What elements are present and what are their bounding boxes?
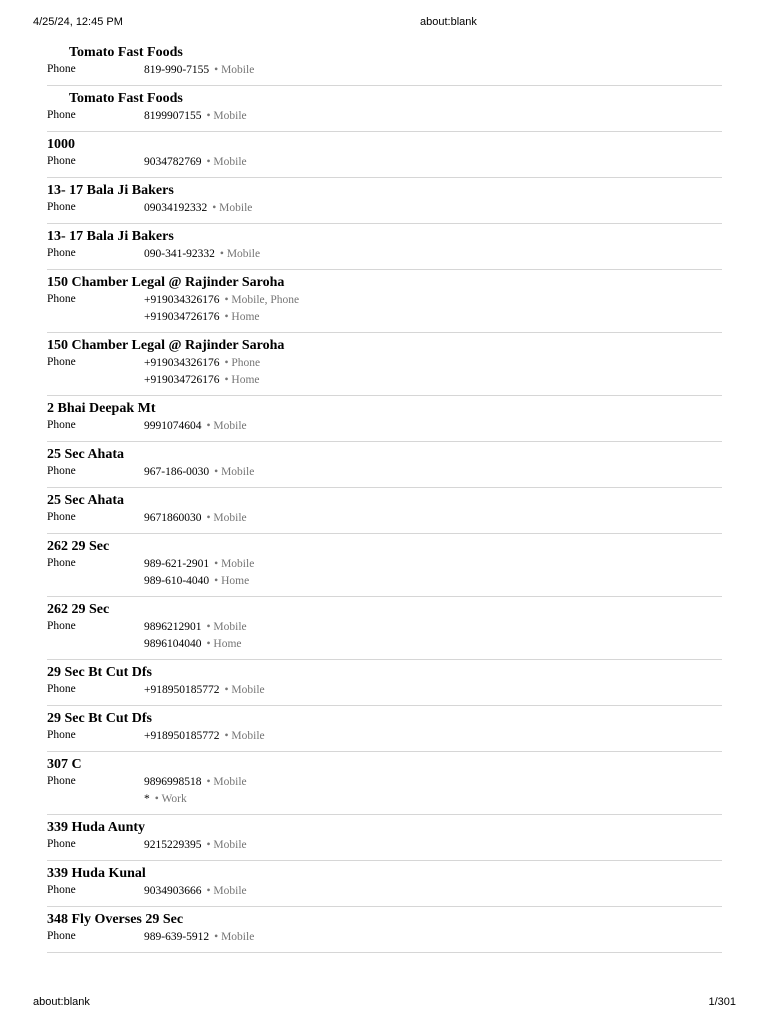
phone-type: • Home [206,638,242,650]
phone-row [47,619,722,653]
contact-entry [47,907,722,953]
contact-name: 2 Bhai Deepak Mt [47,401,156,416]
contact-entry [47,597,722,660]
phone-values [144,292,299,326]
phone-number: 9034903666 [144,885,202,897]
phone-label: Phone [47,419,76,431]
phone-values [144,200,252,217]
contact-name: 339 Huda Aunty [47,820,146,835]
print-url: about:blank [420,16,477,28]
phone-type: • Mobile [219,248,261,260]
phone-label: Phone [47,511,76,523]
phone-type: • Mobile [214,466,255,478]
phone-values [144,510,247,527]
contact-entry [47,752,722,815]
phone-values [144,728,265,745]
phone-type: • Mobile [206,839,247,851]
phone-label: Phone [47,884,76,896]
phone-entry [144,246,260,263]
phone-label: Phone [47,930,76,942]
contact-name: 307 C [47,757,82,772]
contact-entry [47,333,722,396]
contact-entry [47,861,722,907]
phone-row [47,154,722,171]
phone-number: 8199907155 [144,110,202,122]
phone-row [47,464,722,481]
phone-row [47,292,722,326]
contact-name: 13- 17 Bala Ji Bakers [47,183,174,198]
phone-type: • Mobile [224,730,265,742]
contact-entry [47,442,722,488]
page-number: 1/301 [708,996,736,1008]
phone-type: • Mobile [206,885,247,897]
contact-entry [47,132,722,178]
phone-type: • Mobile [206,776,247,788]
contact-name: 348 Fly Overses 29 Sec [47,912,184,927]
phone-number: +919034726176 [144,374,220,386]
contact-name: 262 29 Sec [47,539,110,554]
phone-entry [144,464,254,481]
print-header [0,16,768,32]
phone-entry [144,791,247,808]
contact-entry [47,706,722,752]
phone-label: Phone [47,465,76,477]
phone-row [47,355,722,389]
phone-number: +919034726176 [144,311,220,323]
phone-type: • Mobile [224,684,265,696]
phone-row [47,418,722,435]
phone-row [47,728,722,745]
phone-label: Phone [47,620,76,632]
phone-label: Phone [47,356,76,368]
phone-number: 9896998518 [144,776,202,788]
phone-label: Phone [47,201,76,213]
contact-name: 1000 [47,137,75,152]
phone-row [47,682,722,699]
phone-label: Phone [47,247,76,259]
phone-entry [144,573,254,590]
phone-entry [144,355,260,372]
phone-entry [144,774,247,791]
phone-values [144,246,260,263]
phone-entry [144,728,265,745]
contact-name: Tomato Fast Foods [69,91,183,106]
phone-entry [144,62,254,79]
contact-name: 25 Sec Ahata [47,493,124,508]
phone-number: 989-621-2901 [144,558,210,570]
phone-row [47,774,722,808]
contact-entry [47,396,722,442]
phone-entry [144,636,247,653]
phone-label: Phone [47,155,76,167]
contact-name: 150 Chamber Legal @ Rajinder Saroha [47,275,285,290]
phone-number: 9671860030 [144,512,202,524]
phone-type: • Mobile [214,558,255,570]
phone-values [144,355,260,389]
phone-label: Phone [47,838,76,850]
phone-values [144,418,247,435]
phone-row [47,108,722,125]
phone-number: +918950185772 [144,684,220,696]
phone-label: Phone [47,63,76,75]
phone-values [144,108,247,125]
phone-entry [144,510,247,527]
phone-row [47,510,722,527]
phone-type: • Home [224,374,260,386]
phone-label: Phone [47,775,76,787]
contact-name: 29 Sec Bt Cut Dfs [47,711,152,726]
phone-number: +919034326176 [144,357,220,369]
phone-values [144,556,254,590]
phone-row [47,246,722,263]
phone-values [144,929,254,946]
contact-entry [47,270,722,333]
contact-name: 13- 17 Bala Ji Bakers [47,229,174,244]
phone-type: • Home [214,575,250,587]
phone-values [144,619,247,653]
phone-entry [144,154,247,171]
phone-entry [144,418,247,435]
contact-entry [47,178,722,224]
phone-number: 989-610-4040 [144,575,210,587]
phone-row [47,883,722,900]
contact-entry [47,224,722,270]
phone-type: • Mobile [206,512,247,524]
contact-name: 25 Sec Ahata [47,447,124,462]
phone-values [144,464,254,481]
phone-entry [144,837,247,854]
phone-values [144,154,247,171]
contact-entry [47,488,722,534]
phone-entry [144,108,247,125]
phone-type: • Mobile [206,156,247,168]
phone-number: 819-990-7155 [144,64,210,76]
phone-entry [144,292,299,309]
phone-label: Phone [47,557,76,569]
print-footer [0,996,768,1012]
phone-type: • Mobile [206,110,247,122]
phone-entry [144,556,254,573]
phone-number: 989-639-5912 [144,931,210,943]
phone-number: 9215229395 [144,839,202,851]
contact-name: 339 Huda Kunal [47,866,146,881]
phone-label: Phone [47,729,76,741]
phone-type: • Mobile, Phone [224,294,300,306]
print-datetime: 4/25/24, 12:45 PM [33,16,123,28]
phone-entry [144,619,247,636]
phone-number: 9991074604 [144,420,202,432]
phone-number: 9896212901 [144,621,202,633]
phone-entry [144,682,265,699]
phone-type: • Mobile [214,931,255,943]
phone-type: • Mobile [206,420,247,432]
phone-type: • Phone [224,357,261,369]
phone-row [47,200,722,217]
phone-values [144,774,247,808]
phone-values [144,883,247,900]
phone-row [47,62,722,79]
phone-entry [144,883,247,900]
contact-entry [47,534,722,597]
phone-number: 09034192332 [144,202,208,214]
contact-entry [47,660,722,706]
contact-name: 150 Chamber Legal @ Rajinder Saroha [47,338,285,353]
phone-row [47,929,722,946]
phone-number: 9034782769 [144,156,202,168]
phone-number: 9896104040 [144,638,202,650]
phone-type: • Home [224,311,260,323]
contact-entry [47,86,722,132]
contact-entry [47,40,722,86]
phone-entry [144,309,299,326]
phone-type: • Mobile [214,64,255,76]
phone-label: Phone [47,109,76,121]
footer-url: about:blank [33,996,90,1008]
phone-entry [144,200,252,217]
phone-row [47,556,722,590]
phone-number: +919034326176 [144,294,220,306]
contact-entry [47,815,722,861]
phone-type: • Work [154,793,187,805]
phone-number: +918950185772 [144,730,220,742]
contact-name: 262 29 Sec [47,602,110,617]
phone-entry [144,372,260,389]
phone-type: • Mobile [212,202,253,214]
phone-row [47,837,722,854]
contact-name: 29 Sec Bt Cut Dfs [47,665,152,680]
contact-list [47,40,722,953]
phone-number: * [144,793,150,805]
phone-number: 967-186-0030 [144,466,210,478]
phone-type: • Mobile [206,621,247,633]
phone-values [144,682,265,699]
phone-values [144,837,247,854]
phone-label: Phone [47,293,76,305]
phone-number: 090-341-92332 [144,248,215,260]
phone-entry [144,929,254,946]
phone-values [144,62,254,79]
phone-label: Phone [47,683,76,695]
contact-name: Tomato Fast Foods [69,45,183,60]
